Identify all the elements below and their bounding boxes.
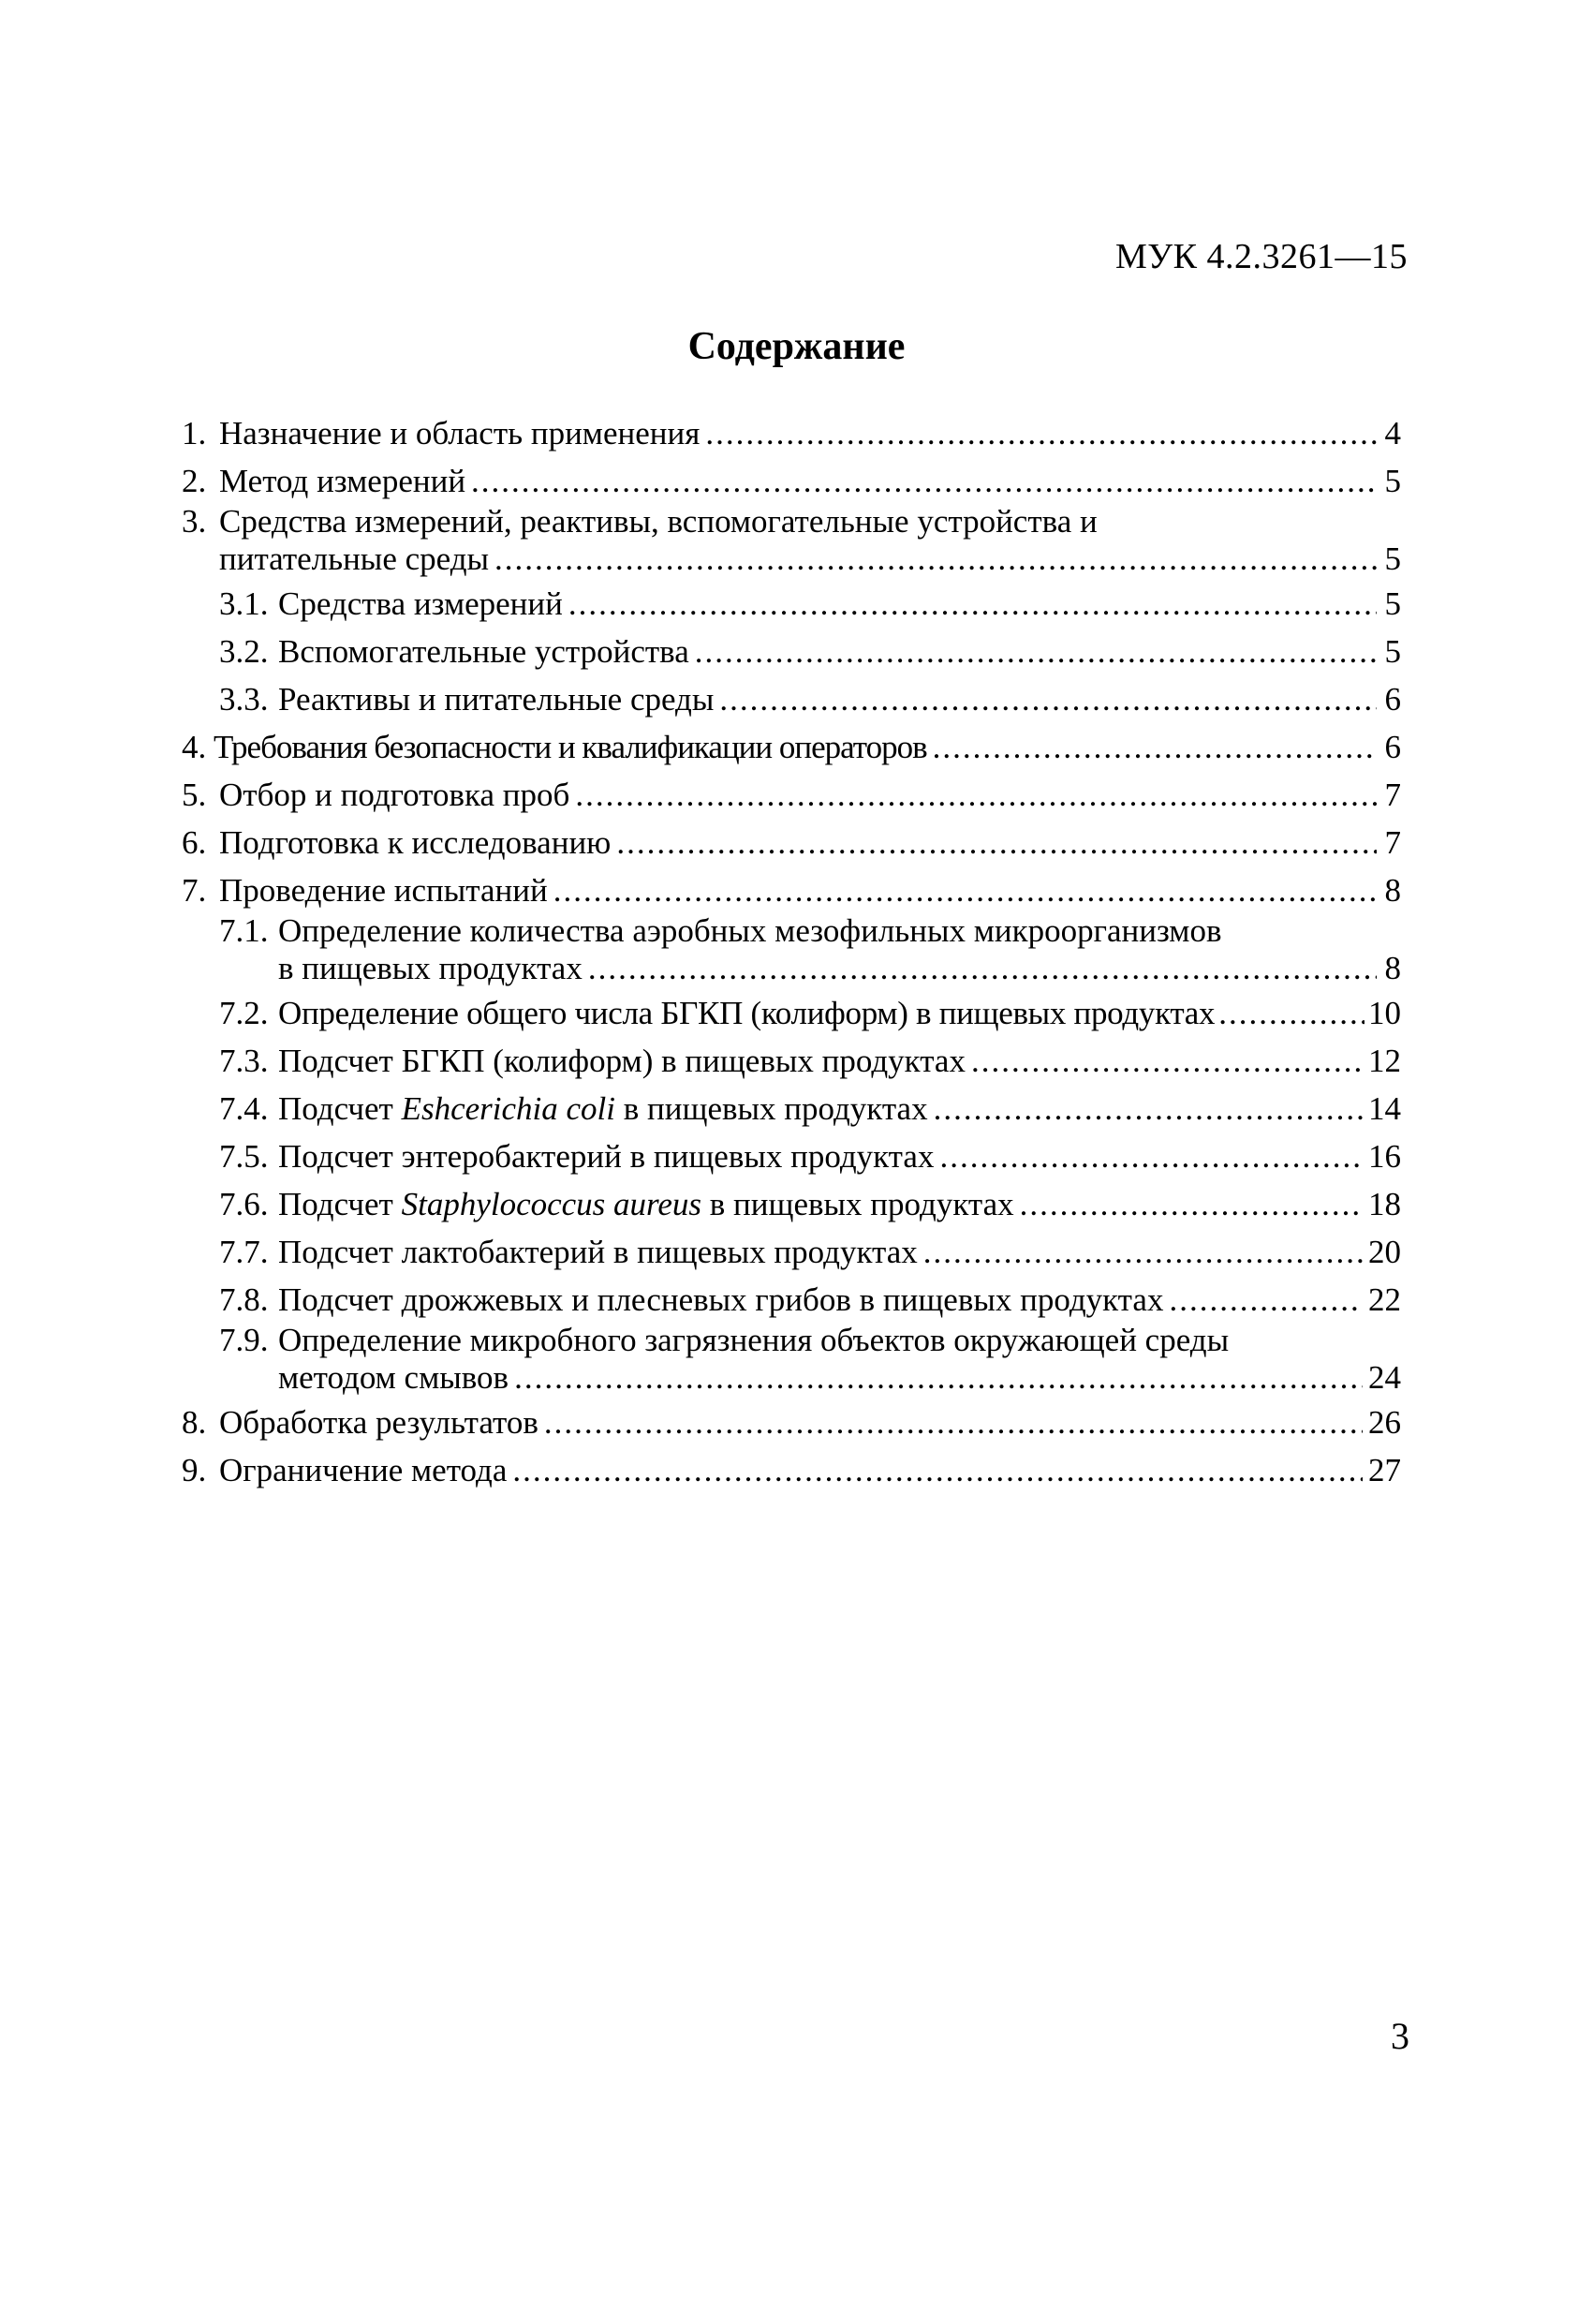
- table-of-contents: [182, 409, 1401, 1494]
- toc-entry-page: 10: [1368, 995, 1401, 1031]
- toc-entry-number: 7.6.: [219, 1186, 269, 1222]
- toc-entry-page: 7: [1384, 824, 1401, 861]
- toc-entry-2[interactable]: [182, 457, 1401, 505]
- toc-entry-title: Отбор и подготовка проб: [219, 777, 570, 813]
- toc-entry-8[interactable]: [182, 1399, 1401, 1446]
- toc-entry-title: Реактивы и питательные среды: [278, 681, 715, 718]
- toc-entry-title: Проведение испытаний: [219, 872, 548, 909]
- dot-leader: [553, 866, 1377, 914]
- toc-entry-page: 20: [1368, 1234, 1401, 1270]
- dot-leader: [512, 1446, 1363, 1494]
- toc-entry-title: Подсчет энтеробактерий в пищевых продуктах: [278, 1138, 935, 1175]
- toc-entry-7-1[interactable]: [182, 914, 1401, 989]
- toc-entry-7-3[interactable]: [182, 1037, 1401, 1085]
- toc-entry-page: 5: [1384, 633, 1401, 670]
- toc-entry-title-line2: методом смывов: [278, 1359, 509, 1396]
- toc-entry-page: 27: [1368, 1452, 1401, 1488]
- dot-leader: [494, 539, 1377, 580]
- toc-entry-number: 7.7.: [219, 1234, 269, 1270]
- page-number: 3: [1391, 2015, 1409, 2057]
- dot-leader: [933, 723, 1377, 771]
- toc-entry-number: 3.2.: [219, 633, 269, 670]
- toc-entry-title-pre: Подсчет: [278, 1090, 402, 1127]
- dot-leader: [695, 628, 1377, 675]
- toc-entry-page: 8: [1384, 872, 1401, 909]
- toc-entry-number: 7.5.: [219, 1138, 269, 1175]
- toc-entry-3-3[interactable]: [182, 675, 1401, 723]
- toc-entry-page: 26: [1368, 1404, 1401, 1441]
- toc-entry-title-line1: Средства измерений, реактивы, вспомогательные устройства и: [219, 503, 1098, 540]
- toc-entry-page: 22: [1368, 1281, 1401, 1318]
- toc-entry-page: 12: [1368, 1043, 1401, 1079]
- toc-entry-page: 6: [1384, 681, 1401, 718]
- dot-leader: [544, 1399, 1363, 1446]
- toc-entry-number: 7.4.: [219, 1090, 269, 1127]
- dot-leader: [939, 1132, 1363, 1180]
- toc-entry-title: Требования безопасности и квалификации операторов: [214, 729, 927, 765]
- toc-entry-3[interactable]: [182, 505, 1401, 580]
- toc-entry-title-pre: Подсчет: [278, 1186, 402, 1222]
- toc-entry-title: [278, 1085, 928, 1132]
- toc-entry-page: 18: [1368, 1186, 1401, 1222]
- toc-entry-number: 7.9.: [219, 1322, 269, 1358]
- dot-leader: [575, 771, 1377, 819]
- toc-entry-number: 7.: [182, 872, 207, 909]
- toc-entry-title-line2: питательные среды: [219, 540, 490, 577]
- dot-leader: [719, 675, 1377, 723]
- toc-entry-7-4[interactable]: [182, 1085, 1401, 1132]
- toc-entry-7-5[interactable]: [182, 1132, 1401, 1180]
- dot-leader: [471, 457, 1377, 505]
- toc-entry-number: 1.: [182, 415, 207, 451]
- toc-entry-7-7[interactable]: [182, 1228, 1401, 1276]
- toc-entry-page: 5: [1384, 463, 1401, 499]
- toc-entry-number: 3.: [182, 503, 207, 540]
- toc-entry-7-8[interactable]: [182, 1276, 1401, 1324]
- organism-name: Eshcerichia coli: [401, 1090, 615, 1127]
- toc-entry-number: 7.1.: [219, 912, 269, 949]
- toc-entry-5[interactable]: [182, 771, 1401, 819]
- dot-leader: [616, 819, 1377, 866]
- toc-entry-title: Средства измерений: [278, 585, 563, 622]
- organism-name: Staphylococcus aureus: [401, 1186, 702, 1222]
- toc-entry-7[interactable]: [182, 866, 1401, 914]
- toc-entry-number: 7.2.: [219, 995, 269, 1031]
- toc-entry-title: Подсчет БГКП (колиформ) в пищевых продуктах: [278, 1043, 966, 1079]
- toc-entry-number: 4.: [182, 729, 207, 765]
- toc-entry-6[interactable]: [182, 819, 1401, 866]
- toc-entry-page: 14: [1368, 1090, 1401, 1127]
- toc-entry-page: 4: [1384, 415, 1401, 451]
- toc-entry-4[interactable]: [182, 723, 1401, 771]
- dot-leader: [934, 1085, 1363, 1132]
- toc-entry-number: 8.: [182, 1404, 207, 1441]
- toc-entry-title-post: в пищевых продуктах: [701, 1186, 1014, 1222]
- toc-entry-number: 9.: [182, 1452, 207, 1488]
- document-code: МУК 4.2.3261—15: [1114, 237, 1408, 276]
- toc-entry-3-2[interactable]: [182, 628, 1401, 675]
- toc-entry-title: Вспомогательные устройства: [278, 633, 689, 670]
- dot-leader: [705, 409, 1377, 457]
- toc-entry-number: 2.: [182, 463, 207, 499]
- dot-leader: [514, 1357, 1363, 1399]
- toc-entry-title: Ограничение метода: [219, 1452, 508, 1488]
- toc-entry-9[interactable]: [182, 1446, 1401, 1494]
- dot-leader: [568, 580, 1377, 628]
- toc-entry-7-2[interactable]: [182, 989, 1401, 1037]
- dot-leader: [971, 1037, 1363, 1085]
- toc-entry-page: 24: [1368, 1359, 1401, 1396]
- toc-entry-number: 6.: [182, 824, 207, 861]
- toc-entry-3-1[interactable]: [182, 580, 1401, 628]
- toc-entry-title-line2: в пищевых продуктах: [278, 950, 583, 986]
- toc-entry-number: 7.8.: [219, 1281, 269, 1318]
- toc-entry-number: 3.3.: [219, 681, 269, 718]
- toc-entry-title-line1: Определение количества аэробных мезофильных микроорганизмов: [278, 912, 1222, 949]
- dot-leader: [923, 1228, 1363, 1276]
- toc-entry-7-9[interactable]: [182, 1324, 1401, 1399]
- toc-entry-7-6[interactable]: [182, 1180, 1401, 1228]
- toc-entry-page: 6: [1384, 729, 1401, 765]
- toc-entry-page: 5: [1384, 585, 1401, 622]
- page-title: Содержание: [687, 325, 906, 368]
- toc-entry-page: 8: [1384, 950, 1401, 986]
- toc-entry-title: Подсчет дрожжевых и плесневых грибов в пищевых продуктах: [278, 1281, 1164, 1318]
- toc-entry-title: Метод измерений: [219, 463, 466, 499]
- dot-leader: [1169, 1276, 1363, 1324]
- toc-entry-title: Подготовка к исследованию: [219, 824, 612, 861]
- toc-entry-1[interactable]: [182, 409, 1401, 457]
- toc-entry-title: [278, 1180, 1014, 1228]
- toc-entry-number: 5.: [182, 777, 207, 813]
- dot-leader: [588, 948, 1377, 989]
- toc-entry-page: 7: [1384, 777, 1401, 813]
- toc-entry-number: 7.3.: [219, 1043, 269, 1079]
- toc-entry-title-post: в пищевых продуктах: [615, 1090, 928, 1127]
- toc-entry-title: Подсчет лактобактерий в пищевых продуктах: [278, 1234, 918, 1270]
- toc-entry-title: Определение общего числа БГКП (колиформ) в пищевых продуктах: [278, 995, 1216, 1031]
- toc-entry-title: Обработка результатов: [219, 1404, 538, 1441]
- dot-leader: [1218, 989, 1364, 1037]
- dot-leader: [1020, 1180, 1363, 1228]
- toc-entry-title-line1: Определение микробного загрязнения объектов окружающей среды: [278, 1322, 1230, 1358]
- toc-entry-page: 16: [1368, 1138, 1401, 1175]
- toc-entry-page: 5: [1384, 540, 1401, 577]
- toc-entry-number: 3.1.: [219, 585, 269, 622]
- toc-entry-title: Назначение и область применения: [219, 415, 701, 451]
